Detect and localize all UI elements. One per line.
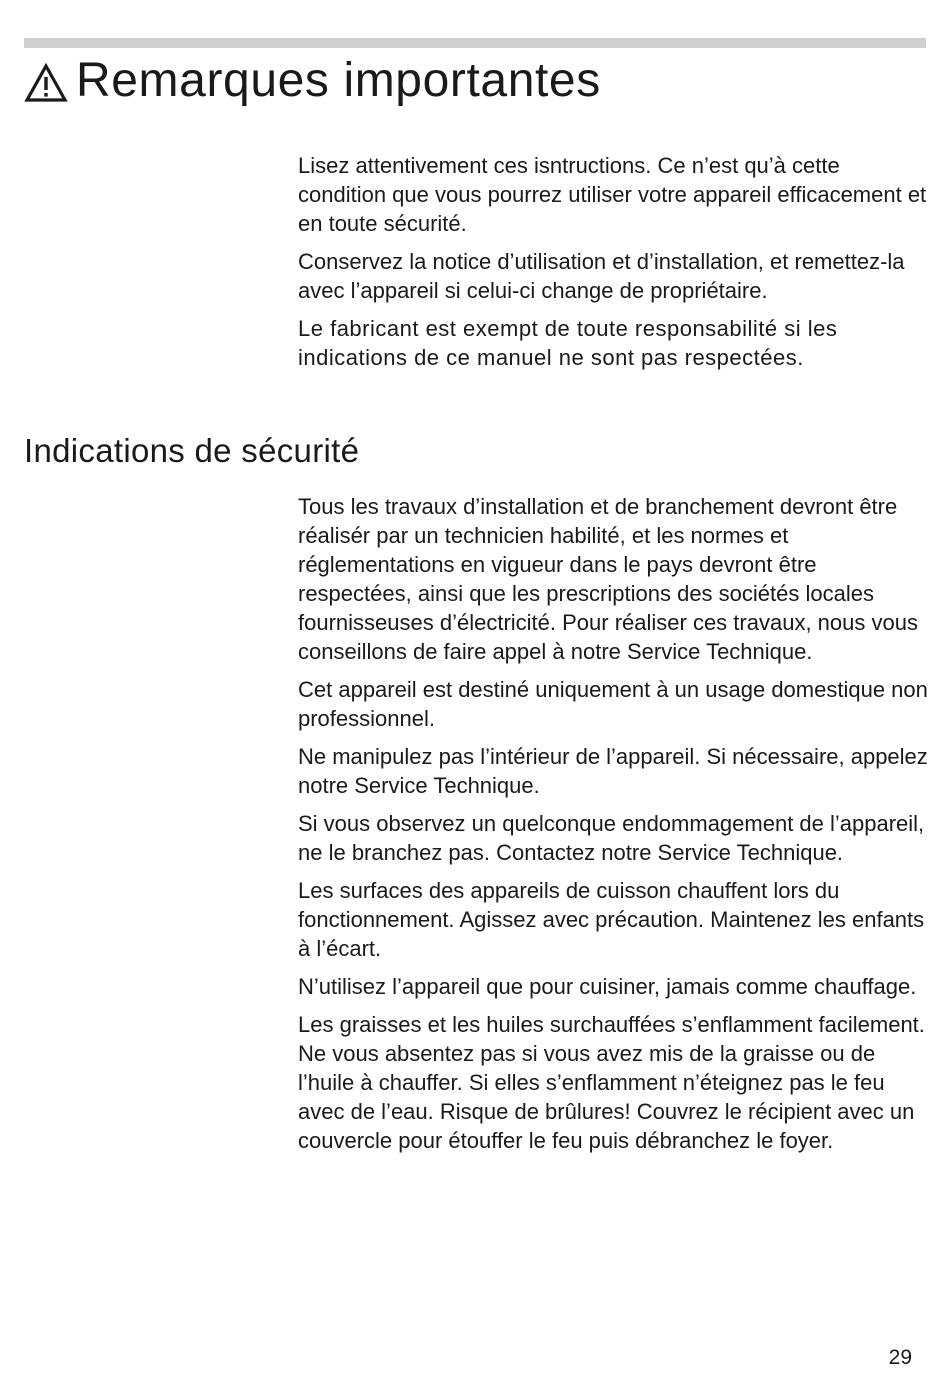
- header-rule: [24, 38, 926, 48]
- safety-paragraph: Les surfaces des appareils de cuisson chauffent lors du fonctionnement. Agissez avec précaution. Maintenez les enfants à l’écart.: [298, 878, 925, 961]
- page-number: 29: [888, 1346, 912, 1369]
- page-title: [24, 52, 601, 110]
- intro-section: [298, 151, 928, 381]
- safety-paragraph: Ne manipulez pas l’intérieur de l’appareil. Si nécessaire, appelez notre Service Technique.: [298, 744, 928, 798]
- safety-paragraph: Cet appareil est destiné uniquement à un usage domestique non professionnel.: [298, 677, 928, 731]
- safety-paragraph: Si vous observez un quelconque endommagement de l’appareil, ne le branchez pas. Contactez notre Service Technique.: [298, 811, 925, 865]
- warning-triangle-icon: [24, 63, 68, 103]
- intro-paragraph: Conservez la notice d’utilisation et d’installation, et remettez-la avec l’appareil si celui-ci change de propriétaire.: [298, 249, 905, 303]
- safety-paragraph: Tous les travaux d’installation et de branchement devront être réalisér par un technicien habilité, et les normes et réglementations en vigueur dans le pays devront être respectées, ainsi que les prescriptions des sociétés locales fournisseuses d’électricité. Pour réaliser ces travaux, nous vous conseillons de faire appel à notre Service Technique.: [298, 494, 918, 664]
- safety-paragraph: N’utilisez l’appareil que pour cuisiner, jamais comme chauffage.: [298, 974, 917, 999]
- intro-paragraph: Le fabricant est exempt de toute responsabilité si les indications de ce manuel ne sont pas respectées.: [298, 316, 838, 370]
- section-title-safety: Indications de sécurité: [24, 432, 360, 469]
- safety-paragraph: Les graisses et les huiles surchauffées s’enflamment facilement. Ne vous absentez pas si vous avez mis de la graisse ou de l’huile à chauffer. Si elles s’enflamment n’éteignez pas le feu avec de l’eau. Risque de brûlures! Couvrez le récipient avec un couvercle pour étouffer le feu puis débranchez le foyer.: [298, 1012, 925, 1153]
- intro-paragraph: Lisez attentivement ces isntructions. Ce n’est qu’à cette condition que vous pourrez utiliser votre appareil efficacement et en toute sécurité.: [298, 153, 927, 236]
- safety-section: [298, 492, 928, 1164]
- page-title-text: Remarques importantes: [76, 54, 601, 107]
